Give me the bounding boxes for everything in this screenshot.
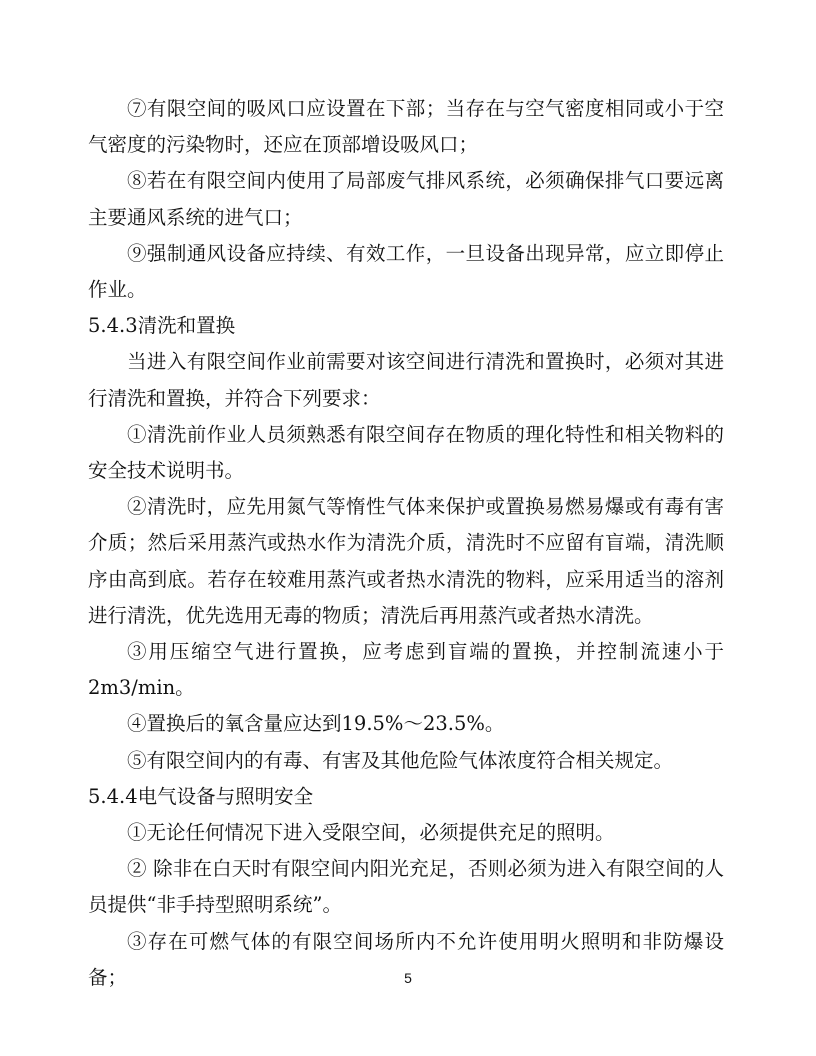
document-body (88, 91, 724, 996)
section-heading-5-4-4: 5.4.4电气设备与照明安全 (88, 784, 314, 808)
paragraph-item-5: ⑤有限空间内的有毒、有害及其他危险气体浓度符合相关规定。 (127, 748, 674, 772)
paragraph-item-8: ⑧若在有限空间内使用了局部废气排风系统，必须确保排气口要远离主要通风系统的进气口； (88, 169, 724, 229)
paragraph-item-2: ②清洗时，应先用氮气等惰性气体来保护或置换易燃易爆或有毒有害介质；然后采用蒸汽或热水作为清洗介质，清洗时不应留有盲端，清洗顺序由高到底。若存在较难用蒸汽或者热水清洗的物料，应采用适当的溶剂进行清洗，优先选用无毒的物质；清洗后再用蒸汽或者热水清洗。 (88, 495, 724, 627)
paragraph-item-1: ①清洗前作业人员须熟悉有限空间存在物质的理化特性和相关物料的安全技术说明书。 (88, 422, 724, 483)
paragraph-item-3: ③用压缩空气进行置换，应考虑到盲端的置换，并控制流速小于 2m3/min。 (88, 640, 724, 700)
paragraph-lighting-2: ② 除非在白天时有限空间内阳光充足，否则必须为进入有限空间的人员提供“非手持型照明系统”。 (88, 857, 724, 917)
paragraph-item-7: ⑦有限空间的吸风口应设置在下部；当存在与空气密度相同或小于空气密度的污染物时，还应在顶部增设吸风口； (88, 97, 724, 157)
paragraph-item-9: ⑨强制通风设备应持续、有效工作，一旦设备出现异常，应立即停止作业。 (88, 241, 724, 302)
paragraph-item-4: ④置换后的氧含量应达到19.5%～23.5%。 (127, 712, 505, 736)
paragraph-lighting-1: ①无论任何情况下进入受限空间，必须提供充足的照明。 (127, 821, 615, 845)
paragraph-intro: 当进入有限空间作业前需要对该空间进行清洗和置换时，必须对其进行清洗和置换，并符合下列要求： (88, 350, 724, 410)
paragraph-lighting-3: ③存在可燃气体的有限空间场所内不允许使用明火照明和非防爆设备； (88, 929, 724, 989)
section-heading-5-4-3: 5.4.3清洗和置换 (88, 314, 236, 338)
page-number: 5 (404, 970, 412, 986)
